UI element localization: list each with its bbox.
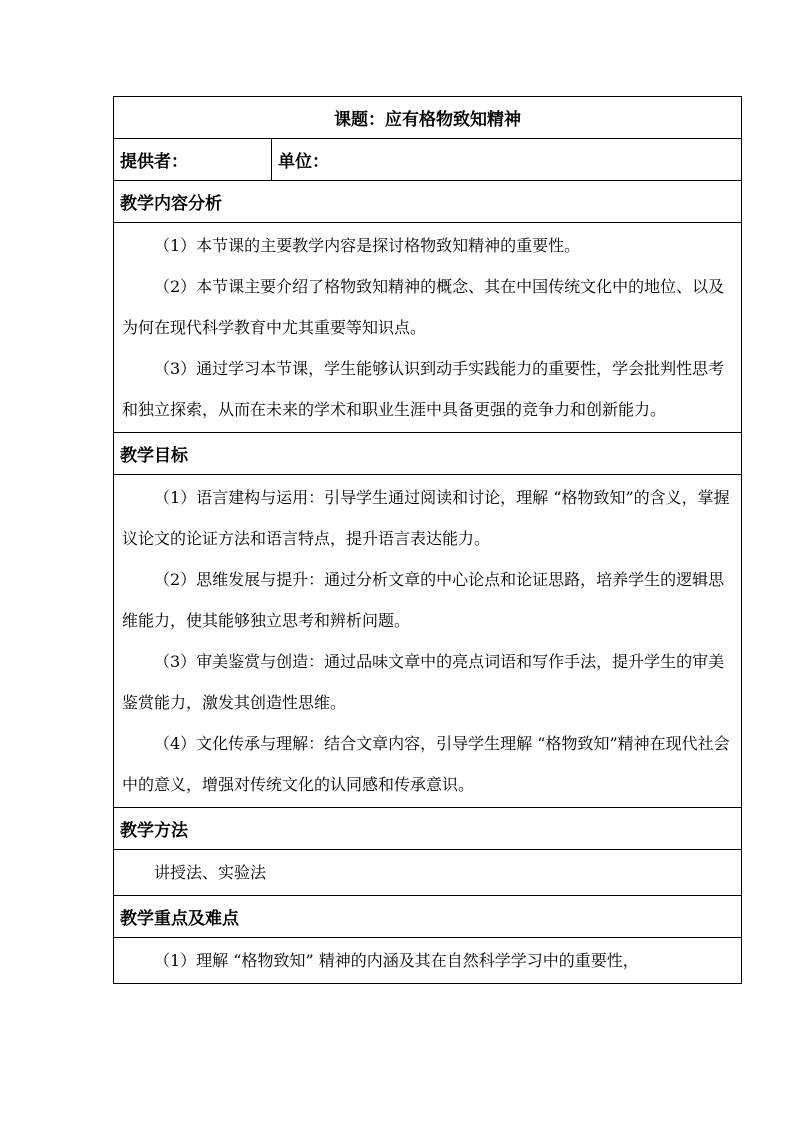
- paragraph: 讲授法、实验法: [154, 863, 267, 882]
- section-body-row: [114, 223, 742, 433]
- section-heading-row: [114, 808, 742, 850]
- paragraph: （2）本节课主要介绍了格物致知精神的概念、其在中国传统文化中的地位、以及为何在现代科学教育中尤其重要等知识点。: [122, 277, 725, 337]
- unit-label: 单位：: [272, 139, 742, 181]
- provider-label: 提供者：: [114, 139, 272, 181]
- paragraph: （4）文化传承与理解：结合文章内容，引导学生理解 “格物致知”精神在现代社会中的意义，增强对传统文化的认同感和传承意识。: [122, 734, 730, 794]
- lesson-plan-table: [113, 96, 742, 984]
- paragraph: （3）审美鉴赏与创造：通过品味文章中的亮点词语和写作手法，提升学生的审美鉴赏能力，激发其创造性思维。: [122, 652, 725, 712]
- section-heading-content-analysis: 教学内容分析: [114, 181, 742, 223]
- paragraph: （1）语言建构与运用：引导学生通过阅读和讨论，理解 “格物致知”的含义，掌握议论文的论证方法和语言特点，提升语言表达能力。: [122, 488, 730, 548]
- section-body-row: [114, 850, 742, 896]
- section-body-content-analysis: [114, 223, 742, 433]
- title-row: [114, 97, 742, 139]
- provider-row: [114, 139, 742, 181]
- paragraph: （2）思维发展与提升：通过分析文章的中心论点和论证思路，培养学生的逻辑思维能力，使其能够独立思考和辨析问题。: [122, 570, 725, 630]
- lesson-plan-document: [113, 96, 741, 984]
- section-body-row: [114, 475, 742, 808]
- section-body-objectives: [114, 475, 742, 808]
- section-body-key-points: [114, 938, 742, 984]
- lesson-title: 课题：应有格物致知精神: [114, 97, 742, 139]
- section-heading-methods: 教学方法: [114, 808, 742, 850]
- paragraph: （1）本节课的主要教学内容是探讨格物致知精神的重要性。: [154, 236, 581, 255]
- section-body-methods: [114, 850, 742, 896]
- section-heading-row: [114, 181, 742, 223]
- section-body-row: [114, 938, 742, 984]
- section-heading-key-points: 教学重点及难点: [114, 896, 742, 938]
- paragraph: （1）理解 “格物致知” 精神的内涵及其在自然科学学习中的重要性，: [154, 951, 639, 970]
- section-heading-objectives: 教学目标: [114, 433, 742, 475]
- section-heading-row: [114, 433, 742, 475]
- section-heading-row: [114, 896, 742, 938]
- paragraph: （3）通过学习本节课，学生能够认识到动手实践能力的重要性，学会批判性思考和独立探索，从而在未来的学术和职业生涯中具备更强的竞争力和创新能力。: [122, 359, 725, 419]
